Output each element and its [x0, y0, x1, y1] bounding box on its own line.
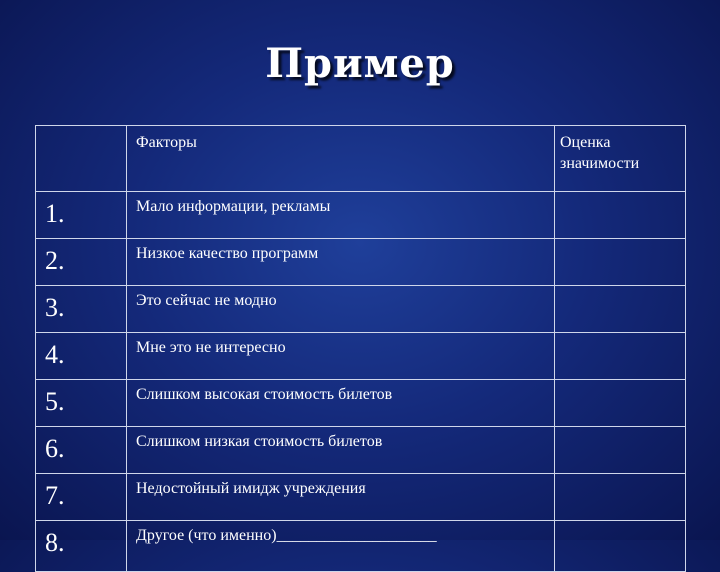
- row-score-cell[interactable]: [555, 427, 686, 474]
- row-number: 8.: [36, 521, 127, 572]
- table-row: [36, 427, 686, 474]
- table-row: [36, 192, 686, 239]
- table-row: [36, 521, 686, 572]
- row-score-cell[interactable]: [555, 521, 686, 572]
- header-number-cell: [36, 126, 127, 192]
- table-row: [36, 380, 686, 427]
- row-number: 2.: [36, 239, 127, 286]
- row-number: 6.: [36, 427, 127, 474]
- row-factor: Слишком высокая стоимость билетов: [127, 380, 555, 427]
- row-number: 7.: [36, 474, 127, 521]
- factors-table: [35, 125, 686, 572]
- table-row: [36, 286, 686, 333]
- table-row: [36, 239, 686, 286]
- row-score-cell[interactable]: [555, 380, 686, 427]
- table-row: [36, 474, 686, 521]
- slide-title: Пример: [265, 40, 455, 87]
- row-factor: Низкое качество программ: [127, 239, 555, 286]
- row-factor: Это сейчас не модно: [127, 286, 555, 333]
- header-factors-cell: Факторы: [127, 126, 555, 192]
- row-score-cell[interactable]: [555, 286, 686, 333]
- row-factor: Недостойный имидж учреждения: [127, 474, 555, 521]
- row-score-cell[interactable]: [555, 474, 686, 521]
- header-score-cell: Оценка значимости: [555, 126, 686, 192]
- row-score-cell[interactable]: [555, 239, 686, 286]
- table-header-row: [36, 126, 686, 192]
- row-factor: Мне это не интересно: [127, 333, 555, 380]
- row-factor: Другое (что именно)____________________: [127, 521, 555, 572]
- table-row: [36, 333, 686, 380]
- row-number: 1.: [36, 192, 127, 239]
- row-factor: Слишком низкая стоимость билетов: [127, 427, 555, 474]
- row-number: 5.: [36, 380, 127, 427]
- row-score-cell[interactable]: [555, 333, 686, 380]
- row-factor: Мало информации, рекламы: [127, 192, 555, 239]
- row-number: 4.: [36, 333, 127, 380]
- row-score-cell[interactable]: [555, 192, 686, 239]
- row-number: 3.: [36, 286, 127, 333]
